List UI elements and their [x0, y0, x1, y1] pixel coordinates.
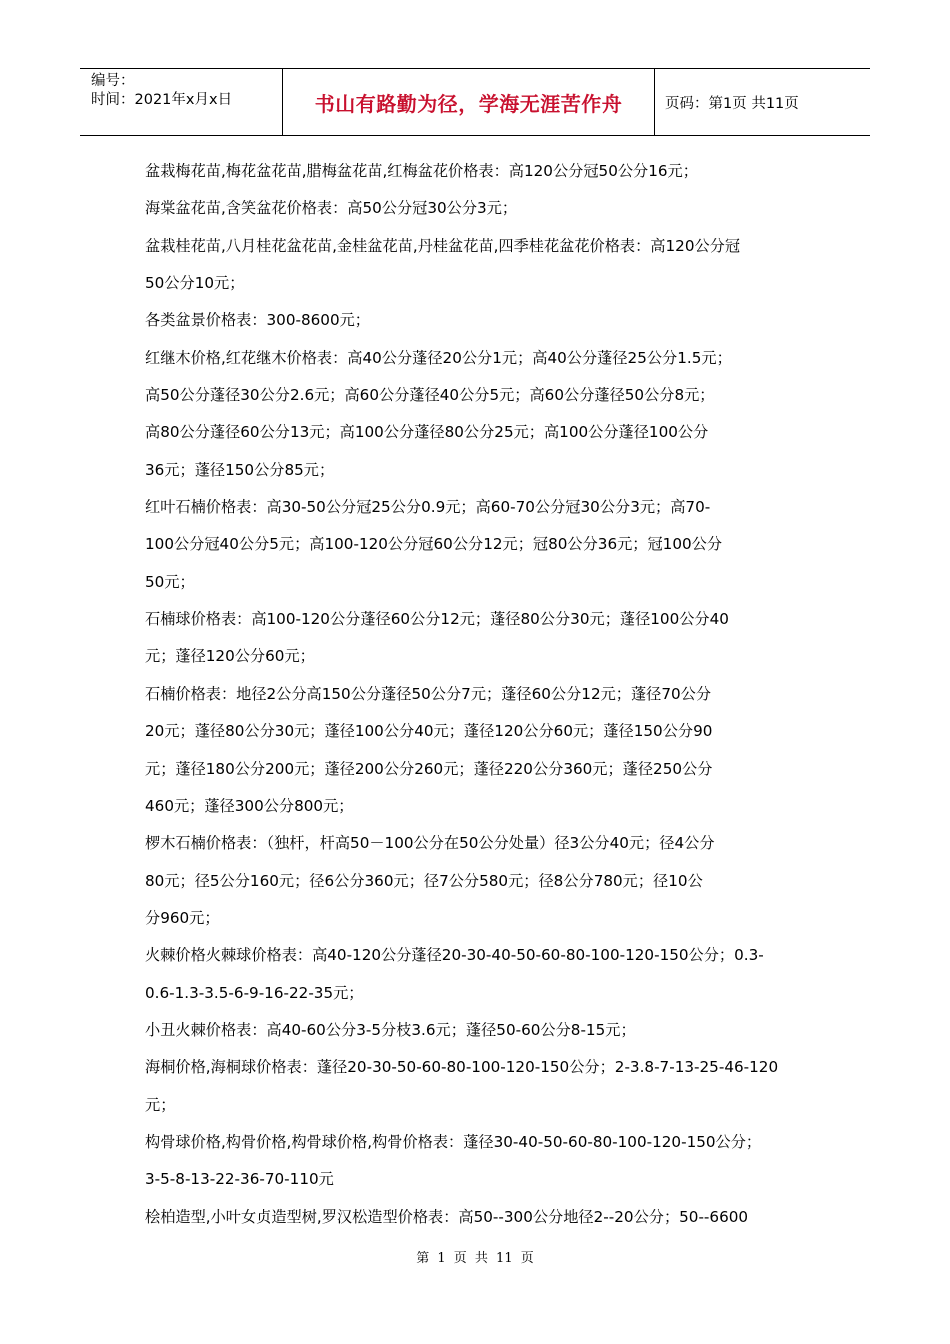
document-body	[145, 153, 815, 1236]
text-line: 红叶石楠价格表：高30-50公分冠25公分0.9元；高60-70公分冠30公分3元；高70-	[145, 498, 711, 517]
text-line: 50公分10元；	[145, 274, 245, 293]
text-line: 红继木价格,红花继木价格表：高40公分蓬径20公分1元；高40公分蓬径25公分1.5元；	[145, 348, 732, 367]
time-label: 时间：2021年x月x日	[91, 92, 233, 108]
text-line: 80元；径5公分160元；径6公分360元；径7公分580元；径8公分780元；径10公	[145, 871, 703, 890]
text-line: 100公分冠40公分5元；高100-120公分冠60公分12元；冠80公分36元；冠100公分	[145, 535, 723, 554]
header-meta	[80, 69, 283, 135]
page-footer: 第 1 页 共 11 页	[416, 1251, 534, 1266]
text-line: 椤木石楠价格表：（独杆，杆高50－100公分在50公分处量）径3公分40元；径4公分	[145, 834, 715, 853]
text-line: 20元；蓬径80公分30元；蓬径100公分40元；蓬径120公分60元；蓬径150公分90	[145, 722, 713, 741]
text-line: 高80公分蓬径60公分13元；高100公分蓬径80公分25元；高100公分蓬径100公分	[145, 423, 709, 442]
text-line: 460元；蓬径300公分800元；	[145, 796, 354, 815]
text-line: 海桐价格,海桐球价格表：蓬径20-30-50-60-80-100-120-150公分；2-3.8-7-13-25-46-120	[145, 1058, 779, 1077]
text-line: 0.6-1.3-3.5-6-9-16-22-35元；	[145, 983, 364, 1002]
text-line: 小丑火棘价格表：高40-60公分3-5分枝3.6元；蓬径50-60公分8-15元；	[145, 1020, 636, 1039]
text-line: 元；蓬径120公分60元；	[145, 647, 315, 666]
text-line: 3-5-8-13-22-36-70-110元	[145, 1170, 334, 1189]
text-line: 石楠球价格表：高100-120公分蓬径60公分12元；蓬径80公分30元；蓬径100公分40	[145, 610, 729, 629]
text-line: 元；	[145, 1095, 176, 1114]
text-line: 桧柏造型,小叶女贞造型树,罗汉松造型价格表：高50--300公分地径2--20公分；50--6600	[145, 1207, 749, 1226]
page-header	[80, 68, 870, 136]
header-motto: 书山有路勤为径，学海无涯苦作舟	[283, 69, 655, 135]
text-line: 构骨球价格,构骨价格,构骨球价格,构骨价格表：蓬径30-40-50-60-80-100-120-150公分；	[145, 1132, 762, 1151]
text-line: 元；蓬径180公分200元；蓬径200公分260元；蓬径220公分360元；蓬径250公分	[145, 759, 713, 778]
text-line: 分960元；	[145, 908, 220, 927]
text-line: 50元；	[145, 572, 195, 591]
header-page-info: 页码：第1页 共11页	[665, 95, 799, 112]
serial-label: 编号：	[91, 73, 135, 89]
text-line: 36元；蓬径150公分85元；	[145, 460, 335, 479]
text-line: 盆栽桂花苗,八月桂花盆花苗,金桂盆花苗,丹桂盆花苗,四季桂花盆花价格表：高120公分冠	[145, 236, 741, 255]
text-line: 高50公分蓬径30公分2.6元；高60公分蓬径40公分5元；高60公分蓬径50公分8元；	[145, 386, 715, 405]
text-line: 各类盆景价格表：300-8600元；	[145, 311, 370, 330]
text-line: 火棘价格火棘球价格表：高40-120公分蓬径20-30-40-50-60-80-100-120-150公分；0.3-	[145, 946, 764, 965]
text-line: 石楠价格表：地径2公分高150公分蓬径50公分7元；蓬径60公分12元；蓬径70公分	[145, 684, 712, 703]
text-line: 盆栽梅花苗,梅花盆花苗,腊梅盆花苗,红梅盆花价格表：高120公分冠50公分16元；	[145, 162, 698, 180]
text-line: 海棠盆花苗,含笑盆花价格表：高50公分冠30公分3元；	[145, 199, 518, 218]
